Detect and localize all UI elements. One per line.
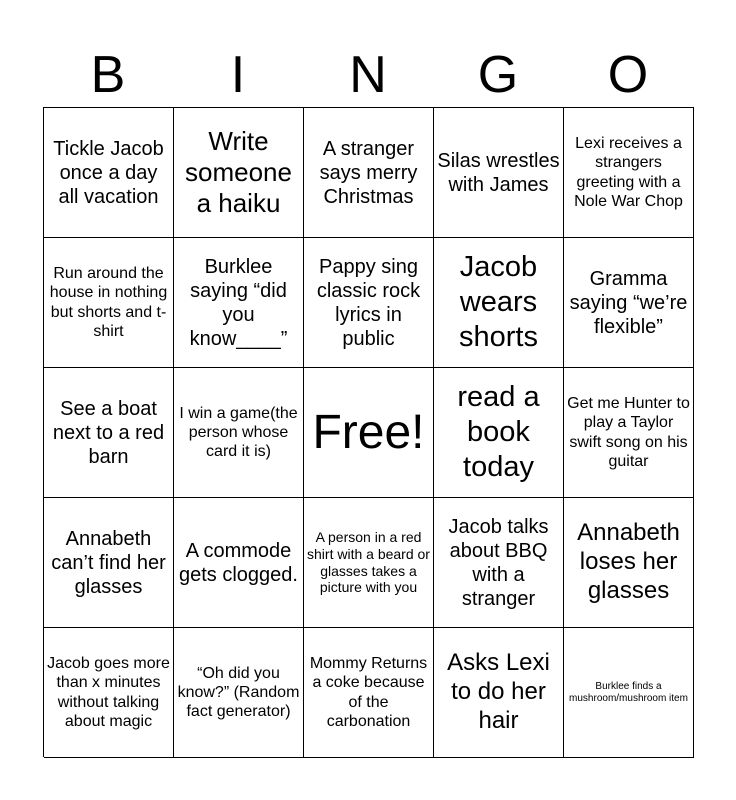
bingo-cell-19[interactable] xyxy=(434,498,564,628)
bingo-cell-1[interactable] xyxy=(44,108,174,238)
cell-text: A person in a red shirt with a beard or glasses takes a picture with you xyxy=(307,528,430,596)
bingo-cell-5[interactable] xyxy=(564,108,694,238)
cell-text: Pappy sing classic rock lyrics in public xyxy=(316,255,421,350)
cell-text: See a boat next to a red barn xyxy=(52,397,165,468)
cell-text: A commode gets clogged. xyxy=(179,539,298,586)
bingo-cell-21[interactable] xyxy=(44,628,174,758)
bingo-cell-24[interactable] xyxy=(434,628,564,758)
cell-text: Lexi receives a strangers greeting with a Nole War Chop xyxy=(574,135,683,210)
cell-text: Jacob goes more than x minutes without talking about magic xyxy=(47,655,170,730)
bingo-cell-11[interactable] xyxy=(44,368,174,498)
cell-text: Write someone a haiku xyxy=(185,125,292,219)
cell-text: Burklee finds a mushroom/mushroom item xyxy=(569,680,688,704)
bingo-header xyxy=(43,44,693,106)
free-space-label: Free! xyxy=(312,405,425,459)
cell-text: read a book today xyxy=(457,381,540,483)
header-letter-o: O xyxy=(607,46,649,104)
bingo-cell-20[interactable] xyxy=(564,498,694,628)
cell-text: Silas wrestles with James xyxy=(437,149,560,196)
header-letter-n: N xyxy=(349,46,387,104)
free-space-cell[interactable] xyxy=(304,368,434,498)
bingo-cell-23[interactable] xyxy=(304,628,434,758)
cell-text: A stranger says merry Christmas xyxy=(319,137,418,208)
cell-text: Gramma saying “we’re flexible” xyxy=(569,267,688,338)
bingo-cell-17[interactable] xyxy=(174,498,304,628)
cell-text: Jacob wears shorts xyxy=(459,251,538,353)
bingo-cell-4[interactable] xyxy=(434,108,564,238)
bingo-cell-9[interactable] xyxy=(434,238,564,368)
cell-text: Run around the house in nothing but shorts and t-shirt xyxy=(49,265,168,340)
cell-text: Get me Hunter to play a Taylor swift song on his guitar xyxy=(567,395,690,470)
bingo-cell-18[interactable] xyxy=(304,498,434,628)
header-letter-g: G xyxy=(477,46,519,104)
cell-text: Asks Lexi to do her hair xyxy=(447,649,550,734)
cell-text: Annabeth loses her glasses xyxy=(577,519,680,604)
header-letter-b: B xyxy=(90,46,126,104)
bingo-cell-7[interactable] xyxy=(174,238,304,368)
cell-text: Annabeth can’t find her glasses xyxy=(51,527,166,598)
cell-text: Jacob talks about BBQ with a stranger xyxy=(448,515,549,610)
cell-text: “Oh did you know?” (Random fact generator) xyxy=(177,664,300,721)
bingo-cell-2[interactable] xyxy=(174,108,304,238)
bingo-cell-22[interactable] xyxy=(174,628,304,758)
cell-text: Tickle Jacob once a day all vacation xyxy=(53,137,164,208)
cell-text: Burklee saying “did you know____” xyxy=(189,255,288,350)
cell-text: Mommy Returns a coke because of the carbonation xyxy=(309,655,428,730)
bingo-cell-6[interactable] xyxy=(44,238,174,368)
bingo-cell-16[interactable] xyxy=(44,498,174,628)
header-letter-i: I xyxy=(230,46,246,104)
bingo-cell-15[interactable] xyxy=(564,368,694,498)
bingo-cell-3[interactable] xyxy=(304,108,434,238)
bingo-cell-10[interactable] xyxy=(564,238,694,368)
bingo-cell-12[interactable] xyxy=(174,368,304,498)
bingo-cell-8[interactable] xyxy=(304,238,434,368)
bingo-cell-14[interactable] xyxy=(434,368,564,498)
cell-text: I win a game(the person whose card it is) xyxy=(179,404,298,461)
bingo-grid xyxy=(43,107,694,757)
bingo-cell-25[interactable] xyxy=(564,628,694,758)
